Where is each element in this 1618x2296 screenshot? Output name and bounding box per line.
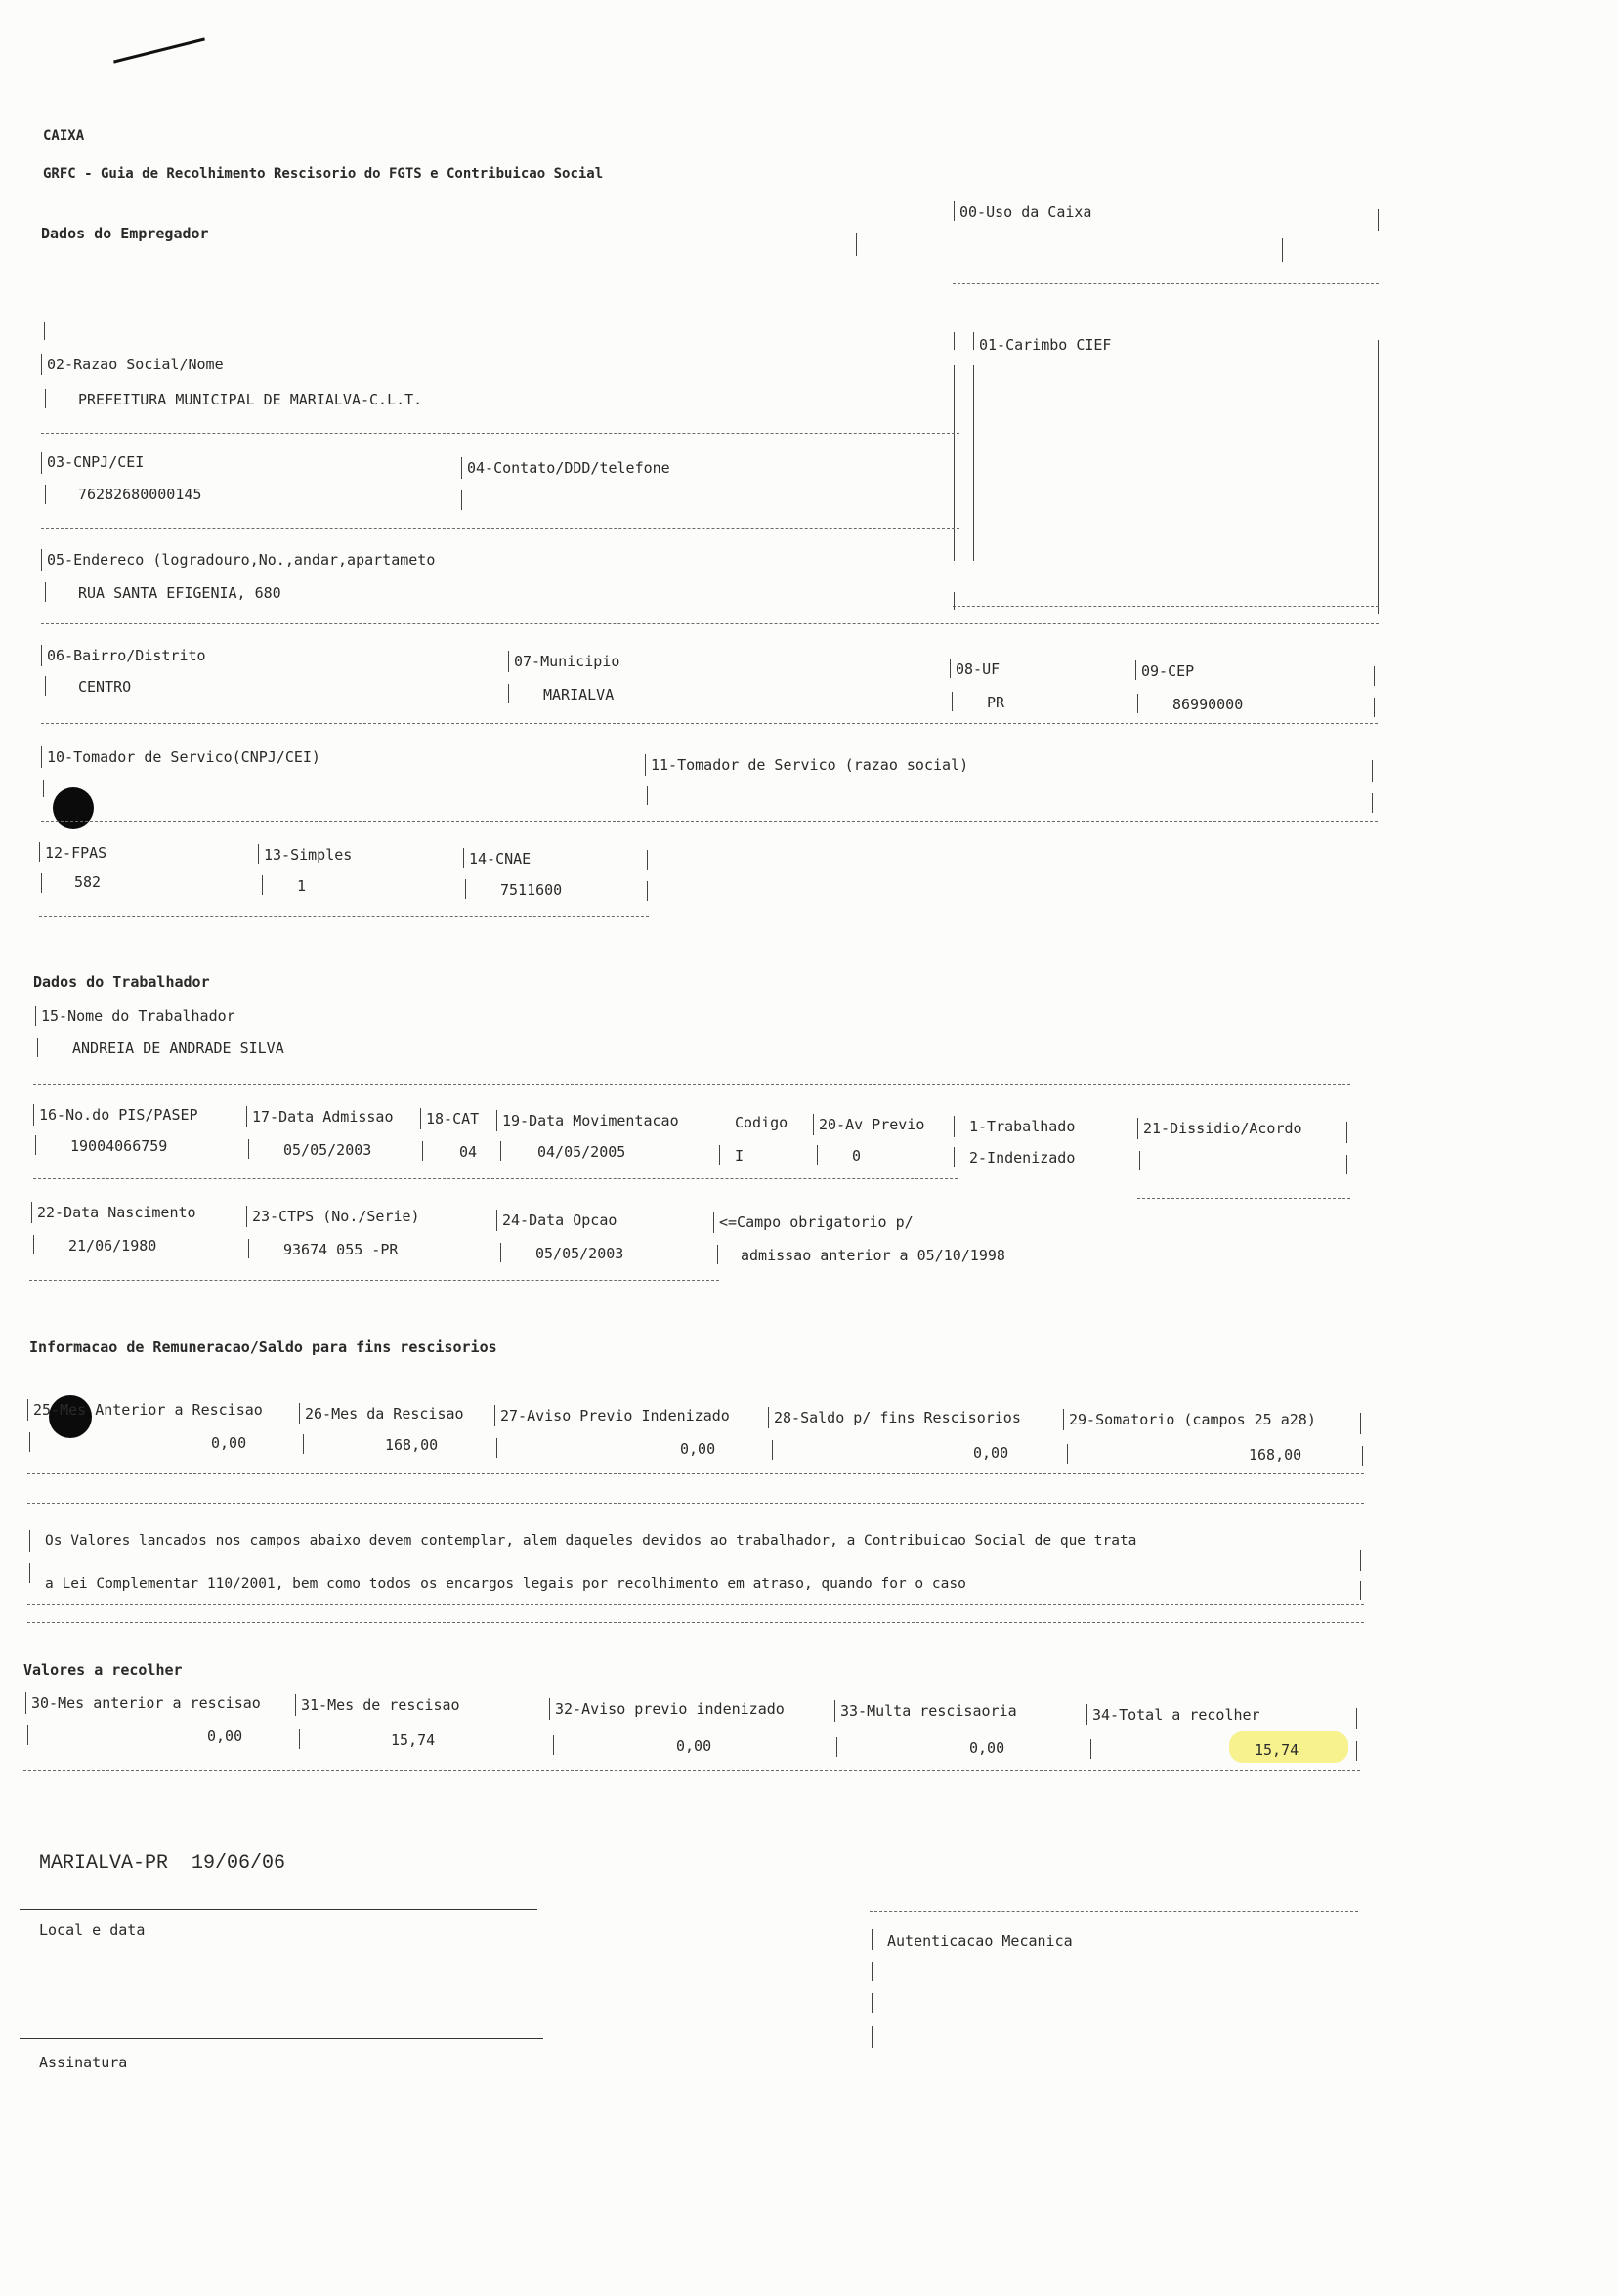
divider (35, 1006, 36, 1026)
separator (27, 1473, 1364, 1474)
field-24-value: 05/05/2003 (535, 1245, 624, 1262)
divider (950, 659, 951, 678)
field-29-value: 168,00 (1249, 1446, 1302, 1464)
field-26-label: 26-Mes da Rescisao (305, 1405, 464, 1423)
divider (1374, 666, 1375, 686)
divider (43, 780, 44, 797)
field-25-label: 25-Mes Anterior a Rescisao (33, 1401, 263, 1419)
aviso-option-1: 1-Trabalhado (969, 1118, 1076, 1135)
divider (41, 452, 42, 474)
divider (508, 684, 509, 703)
place-date-line (20, 1909, 537, 1910)
field-12-label: 12-FPAS (45, 844, 107, 862)
divider (1346, 1122, 1347, 1143)
field-14-value: 7511600 (500, 881, 563, 899)
codigo-label: Codigo (735, 1114, 788, 1131)
divider (494, 1405, 495, 1426)
divider (248, 1139, 249, 1159)
field-19-label: 19-Data Movimentacao (502, 1112, 679, 1129)
divider (1139, 1151, 1140, 1170)
divider (246, 1206, 247, 1227)
field-30-value: 0,00 (207, 1727, 243, 1745)
divider (645, 754, 646, 776)
divider (1372, 793, 1373, 813)
divider (872, 1993, 873, 2013)
field-13-value: 1 (297, 877, 307, 895)
field-08-value: PR (987, 694, 1005, 711)
divider (954, 332, 955, 350)
field-18-label: 18-CAT (426, 1110, 480, 1127)
divider (1356, 1741, 1357, 1761)
separator (29, 1280, 719, 1281)
local-date-label: Local e data (39, 1921, 146, 1938)
field-25-value: 0,00 (211, 1434, 247, 1452)
field-24-label: 24-Data Opcao (502, 1212, 617, 1229)
divider (1135, 660, 1136, 680)
field-27-value: 0,00 (680, 1440, 716, 1458)
divider (420, 1108, 421, 1129)
divider (25, 1692, 26, 1714)
field-29-label: 29-Somatorio (campos 25 a28) (1069, 1411, 1316, 1428)
field-34-label: 34-Total a recolher (1092, 1706, 1260, 1723)
field-21-label: 21-Dissidio/Acordo (1143, 1120, 1302, 1137)
divider (29, 1563, 30, 1583)
field-20-value: 0 (852, 1147, 862, 1165)
note-required: <=Campo obrigatorio p/ (719, 1213, 914, 1231)
worker-section-title: Dados do Trabalhador (33, 973, 210, 991)
field-02-value: PREFEITURA MUNICIPAL DE MARIALVA-C.L.T. (78, 391, 423, 408)
field-28-label: 28-Saldo p/ fins Rescisorios (774, 1409, 1021, 1426)
bank-name: CAIXA (43, 128, 85, 144)
divider (1362, 1446, 1363, 1466)
field-32-value: 0,00 (676, 1737, 712, 1755)
divider (44, 322, 45, 340)
field-33-label: 33-Multa rescisaoria (840, 1702, 1017, 1720)
divider (45, 389, 46, 408)
field-33-value: 0,00 (969, 1739, 1005, 1757)
divider (954, 592, 955, 610)
signature-line (20, 2038, 543, 2039)
field-31-value: 15,74 (391, 1731, 436, 1749)
field-13-label: 13-Simples (264, 846, 353, 864)
divider (45, 676, 46, 696)
divider (1137, 694, 1138, 713)
field-27-label: 27-Aviso Previo Indenizado (500, 1407, 730, 1424)
field-10-label: 10-Tomador de Servico(CNPJ/CEI) (47, 748, 320, 766)
divider (1378, 340, 1379, 614)
divider (463, 848, 464, 868)
divider (299, 1403, 300, 1424)
field-07-label: 07-Municipio (514, 653, 620, 670)
separator (953, 606, 1379, 607)
divider (45, 582, 46, 602)
divider (496, 1110, 497, 1131)
divider (41, 549, 42, 571)
field-06-label: 06-Bairro/Distrito (47, 647, 206, 664)
field-06-value: CENTRO (78, 678, 132, 696)
field-16-value: 19004066759 (70, 1137, 168, 1155)
divider (1360, 1581, 1361, 1600)
remuneration-section-title: Informacao de Remuneracao/Saldo para fins rescisorios (29, 1339, 497, 1356)
field-01-label: 01-Carimbo CIEF (979, 336, 1112, 354)
separator (41, 528, 959, 529)
divider (713, 1212, 714, 1233)
divider (37, 1038, 38, 1057)
field-18-value: 04 (459, 1143, 478, 1161)
field-32-label: 32-Aviso previo indenizado (555, 1700, 785, 1718)
field-30-label: 30-Mes anterior a rescisao (31, 1694, 261, 1712)
field-12-value: 582 (74, 873, 102, 891)
separator (41, 723, 1378, 724)
field-05-value: RUA SANTA EFIGENIA, 680 (78, 584, 281, 602)
punch-hole-1 (53, 787, 94, 829)
field-03-value: 76282680000145 (78, 486, 202, 503)
divider (1378, 209, 1379, 231)
field-04-label: 04-Contato/DDD/telefone (467, 459, 670, 477)
divider (954, 365, 955, 561)
divider (33, 1104, 34, 1126)
divider (41, 746, 42, 768)
divider (246, 1106, 247, 1127)
divider (954, 1147, 955, 1167)
divider (1360, 1413, 1361, 1434)
divider (1360, 1550, 1361, 1571)
field-20-label: 20-Av Previo (819, 1116, 925, 1133)
separator (33, 1178, 958, 1179)
divider (973, 332, 974, 350)
divider (836, 1737, 837, 1757)
field-16-label: 16-No.do PIS/PASEP (39, 1106, 198, 1124)
divider (549, 1698, 550, 1720)
field-09-value: 86990000 (1172, 696, 1244, 713)
separator (27, 1622, 1364, 1623)
divider (856, 233, 857, 256)
aviso-option-2: 2-Indenizado (969, 1149, 1076, 1167)
field-15-label: 15-Nome do Trabalhador (41, 1007, 235, 1025)
field-31-label: 31-Mes de rescisao (301, 1696, 460, 1714)
divider (553, 1735, 554, 1755)
field-00-label: 00-Uso da Caixa (959, 203, 1092, 221)
divider (41, 645, 42, 666)
divider (872, 2026, 873, 2048)
divider (303, 1434, 304, 1454)
separator (27, 1604, 1364, 1605)
separator (953, 283, 1379, 284)
form-title: GRFC - Guia de Recolhimento Rescisorio do FGTS e Contribuicao Social (43, 166, 604, 182)
divider (33, 1235, 34, 1254)
divider (248, 1239, 249, 1258)
divider (1090, 1739, 1091, 1759)
separator (41, 623, 1379, 624)
field-15-value: ANDREIA DE ANDRADE SILVA (72, 1040, 284, 1057)
divider (262, 875, 263, 895)
separator (23, 1770, 1360, 1771)
divider (31, 1202, 32, 1223)
field-19-value: 04/05/2005 (537, 1143, 626, 1161)
divider (647, 786, 648, 805)
employer-section-title: Dados do Empregador (41, 225, 209, 242)
divider (27, 1399, 28, 1421)
divider (872, 1929, 873, 1950)
divider (768, 1407, 769, 1428)
separator (41, 821, 1378, 822)
divider (500, 1141, 501, 1161)
field-26-value: 168,00 (385, 1436, 439, 1454)
field-05-label: 05-Endereco (logradouro,No.,andar,apartameto (47, 551, 436, 569)
place-and-date: MARIALVA-PR 19/06/06 (39, 1852, 286, 1875)
divider (813, 1114, 814, 1135)
divider (29, 1530, 30, 1552)
field-22-value: 21/06/1980 (68, 1237, 157, 1254)
separator (1137, 1198, 1350, 1199)
divider (258, 844, 259, 864)
divider (973, 365, 974, 561)
field-34-value: 15,74 (1255, 1741, 1299, 1759)
separator (39, 916, 649, 917)
divider (1372, 760, 1373, 782)
divider (1374, 698, 1375, 717)
field-02-label: 02-Razao Social/Nome (47, 356, 224, 373)
divider (41, 354, 42, 375)
divider (299, 1729, 300, 1749)
divider (500, 1243, 501, 1262)
divider (465, 879, 466, 899)
scan-mark (113, 37, 205, 63)
divider (719, 1145, 720, 1165)
divider (35, 1135, 36, 1155)
divider (422, 1141, 423, 1161)
divider (41, 873, 42, 893)
divider (27, 1725, 28, 1745)
divider (39, 842, 40, 862)
divider (954, 1116, 955, 1137)
divider (1067, 1444, 1068, 1464)
field-23-value: 93674 055 -PR (283, 1241, 399, 1258)
divider (29, 1432, 30, 1452)
field-03-label: 03-CNPJ/CEI (47, 453, 145, 471)
divider (45, 485, 46, 504)
codigo-value: I (735, 1147, 745, 1165)
divider (295, 1694, 296, 1716)
divider (1282, 238, 1283, 262)
divider (717, 1245, 718, 1264)
legal-notice-line-1: Os Valores lancados nos campos abaixo devem contemplar, alem daqueles devidos ao trabalhador, a Contribuicao Social de que trata (45, 1533, 1137, 1549)
divider (1356, 1708, 1357, 1729)
divider (647, 850, 648, 870)
field-09-label: 09-CEP (1141, 662, 1195, 680)
note-admission: admissao anterior a 05/10/1998 (741, 1247, 1005, 1264)
divider (1137, 1118, 1138, 1139)
divider (1063, 1409, 1064, 1430)
divider (647, 881, 648, 901)
field-22-label: 22-Data Nascimento (37, 1204, 196, 1221)
signature-label: Assinatura (39, 2054, 128, 2071)
separator (41, 433, 959, 434)
divider (954, 201, 955, 221)
separator (27, 1503, 1364, 1504)
mechanical-authentication-label: Autenticacao Mecanica (887, 1933, 1073, 1950)
divider (817, 1145, 818, 1165)
field-23-label: 23-CTPS (No./Serie) (252, 1208, 420, 1225)
separator (870, 1911, 1358, 1912)
payment-section-title: Valores a recolher (23, 1661, 183, 1679)
divider (772, 1440, 773, 1460)
field-17-label: 17-Data Admissao (252, 1108, 394, 1126)
divider (461, 490, 462, 510)
divider (952, 692, 953, 711)
divider (496, 1438, 497, 1458)
divider (461, 457, 462, 479)
divider (872, 1962, 873, 1981)
field-14-label: 14-CNAE (469, 850, 532, 868)
divider (1086, 1704, 1087, 1725)
divider (1346, 1155, 1347, 1174)
field-07-value: MARIALVA (543, 686, 615, 703)
divider (496, 1210, 497, 1231)
field-28-value: 0,00 (973, 1444, 1009, 1462)
separator (33, 1084, 1350, 1085)
field-08-label: 08-UF (956, 660, 1001, 678)
divider (508, 651, 509, 672)
legal-notice-line-2: a Lei Complementar 110/2001, bem como todos os encargos legais por recolhimento em atraso, quando for o caso (45, 1576, 966, 1592)
field-11-label: 11-Tomador de Servico (razao social) (651, 756, 969, 774)
divider (834, 1700, 835, 1722)
field-17-value: 05/05/2003 (283, 1141, 372, 1159)
